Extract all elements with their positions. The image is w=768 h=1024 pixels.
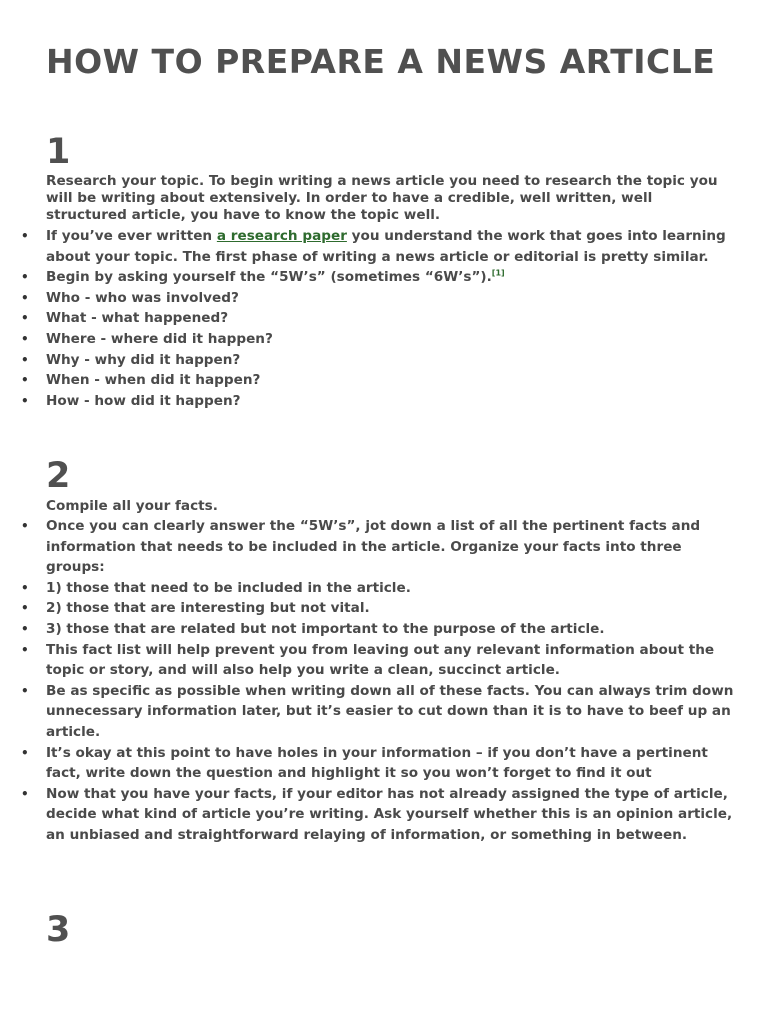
list-item-text: Be as specific as possible when writing down all of these facts. You can always trim down unnecessary information later, but it’s easier to cut down than it is to have to beef up an article. [46, 682, 734, 740]
bullet-icon: • [21, 786, 29, 801]
list-item [0, 619, 735, 640]
step-2-intro: Compile all your facts. [46, 498, 218, 514]
bullet-icon: • [21, 642, 29, 657]
bullet-icon: • [21, 580, 29, 595]
list-item-text: When - when did it happen? [46, 372, 261, 389]
bullet-icon: • [21, 393, 29, 408]
citation-marker: [1] [491, 268, 505, 278]
list-item-text: 3) those that are related but not important to the purpose of the article. [46, 620, 605, 637]
step-1-bullet-list [0, 226, 735, 411]
list-item-text: Who - who was involved? [46, 289, 239, 306]
list-item-text: It’s okay at this point to have holes in your information – if you don’t have a pertinent fact, write down the question and highlight it so you won’t forget to find it out [46, 744, 708, 782]
list-item [0, 350, 735, 371]
list-item [0, 329, 735, 350]
list-item-text: Now that you have your facts, if your editor has not already assigned the type of article, decide what kind of article you’re writing. Ask yourself whether this is an opinion article, an unbiased and straightforward relaying of information, or something in between. [46, 785, 733, 843]
bullet-icon: • [21, 290, 29, 305]
list-item-text: How - how did it happen? [46, 392, 241, 409]
list-item [0, 288, 735, 309]
list-item [0, 743, 735, 784]
bullet-icon: • [21, 352, 29, 367]
list-item [0, 640, 735, 681]
list-item [0, 226, 735, 267]
list-item [0, 578, 735, 599]
list-item-text: What - what happened? [46, 310, 229, 327]
list-item [0, 308, 735, 329]
research-paper-link[interactable]: a research paper [216, 228, 347, 244]
list-item-text: This fact list will help prevent you from leaving out any relevant information about the topic or story, and will also help you write a clean, succinct article. [46, 641, 715, 679]
bullet-icon: • [21, 270, 29, 285]
bullet-icon: • [21, 311, 29, 326]
bullet-icon: • [21, 519, 29, 533]
page-title: HOW TO PREPARE A NEWS ARTICLE [46, 42, 716, 81]
bullet-icon: • [21, 331, 29, 346]
step-3-number: 3 [46, 910, 71, 950]
list-item-text: Once you can clearly answer the “5W’s”, jot down a list of all the pertinent facts and information that needs to be included in the article. Organize your facts into three groups: [46, 518, 701, 576]
list-item-text: Begin by asking yourself the “5W’s” (sometimes “6W’s”). [46, 269, 492, 286]
list-item [0, 370, 735, 391]
list-item-text: If you’ve ever written [46, 228, 217, 244]
bullet-icon: • [21, 745, 29, 760]
list-item [0, 598, 735, 619]
list-item [0, 784, 735, 846]
step-1-intro: Research your topic. To begin writing a news article you need to research the topic you will be writing about extensively. In order to have a credible, well written, well structured article, you have to know the topic well. [46, 173, 718, 223]
step-2-number: 2 [46, 456, 71, 496]
citation-link[interactable] [492, 269, 505, 285]
bullet-icon: • [21, 621, 29, 636]
list-item [0, 267, 735, 288]
list-item-text: Why - why did it happen? [46, 351, 241, 368]
step-1-number: 1 [46, 132, 71, 172]
list-item-text: 1) those that need to be included in the article. [46, 579, 411, 596]
list-item [0, 681, 735, 743]
bullet-icon: • [21, 373, 29, 388]
bullet-icon: • [21, 229, 29, 243]
list-item-text: Where - where did it happen? [46, 330, 273, 347]
bullet-icon: • [21, 683, 29, 698]
list-item-text: you understand the work that goes into learning about your topic. The first phase of writing a news article or editorial is pretty similar. [46, 228, 726, 265]
bullet-icon: • [21, 601, 29, 616]
list-item [0, 391, 735, 412]
step-2-bullet-list [0, 516, 735, 846]
list-item [0, 516, 735, 578]
list-item-text: 2) those that are interesting but not vital. [46, 600, 370, 617]
